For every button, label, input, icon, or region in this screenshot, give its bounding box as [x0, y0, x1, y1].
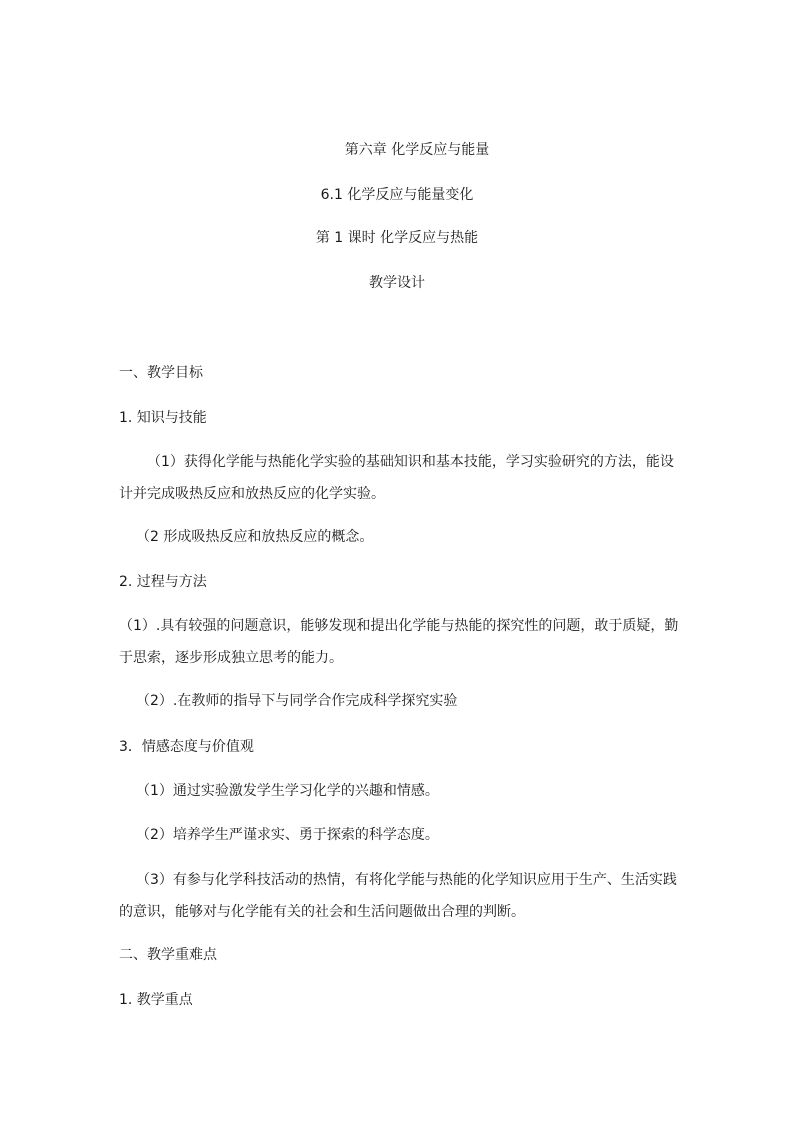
paragraph-attitudes-3-line2: 的意识，能够对与化学能有关的社会和生活问题做出合理的判断。	[119, 904, 525, 920]
paragraph-attitudes-2: （2）培养学生严谨求实、勇于探索的科学态度。	[136, 827, 439, 843]
lesson-title: 第 1 课时 化学反应与热能	[315, 230, 479, 246]
paragraph-process-1-line2: 于思索，逐步形成独立思考的能力。	[119, 650, 343, 666]
paragraph-process-1-line1: （1）.具有较强的问题意识，能够发现和提出化学能与热能的探究性的问题，敢于质疑，勤	[119, 618, 679, 634]
paragraph-knowledge-1-line1: （1）获得化学能与热能化学实验的基础知识和基本技能，学习实验研究的方法，能设	[147, 454, 674, 470]
subheading-process-methods: 2. 过程与方法	[119, 574, 207, 590]
section-title: 6.1 化学反应与能量变化	[320, 187, 474, 203]
subheading-knowledge-skills: 1. 知识与技能	[119, 410, 207, 426]
document-type-title: 教学设计	[369, 275, 425, 291]
chapter-title: 第六章 化学反应与能量	[344, 142, 490, 158]
paragraph-attitudes-1: （1）通过实验激发学生学习化学的兴趣和情感。	[136, 783, 439, 799]
section-heading-key-difficult-points: 二、教学重难点	[119, 947, 217, 963]
paragraph-process-2: （2）.在教师的指导下与同学合作完成科学探究实验	[136, 693, 458, 709]
paragraph-knowledge-2: （2 形成吸热反应和放热反应的概念。	[136, 529, 374, 545]
section-heading-objectives: 一、教学目标	[119, 365, 203, 381]
subheading-attitudes-values: 3．情感态度与价值观	[119, 739, 254, 755]
paragraph-attitudes-3-line1: （3）有参与化学科技活动的热情，有将化学能与热能的化学知识应用于生产、生活实践	[136, 872, 677, 888]
subheading-teaching-focus: 1. 教学重点	[119, 992, 193, 1008]
paragraph-knowledge-1-line2: 计并完成吸热反应和放热反应的化学实验。	[119, 486, 385, 502]
